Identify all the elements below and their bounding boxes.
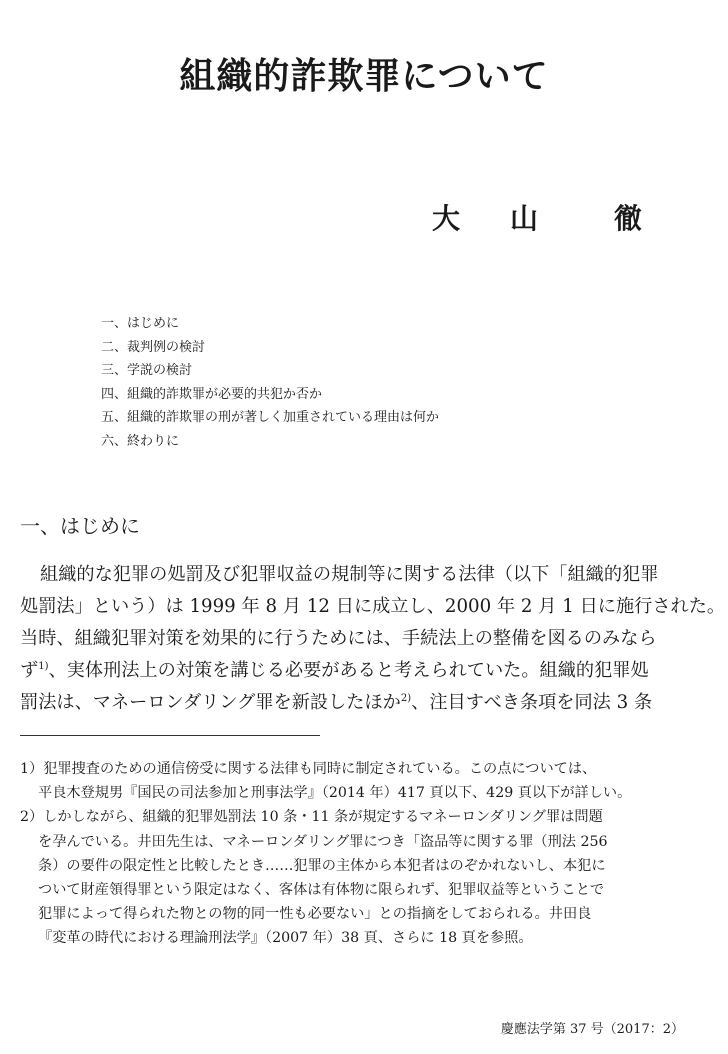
- toc-item: 六、終わりに: [101, 433, 180, 449]
- body-text-segment: 、注目すべき条項を同法 3 条: [411, 692, 653, 713]
- footnote-2-line: 犯罪によって得られた物との物的同一性も必要ない」との指摘をしておられる。井田良: [38, 906, 592, 923]
- footnote-2-line: を孕んでいる。井田先生は、マネーロンダリング罪につき「盗品等に関する罪（刑法 256: [38, 833, 608, 850]
- body-line: 組織的な犯罪の処罰及び犯罪収益の規制等に関する法律（以下「組織的犯罪: [40, 564, 659, 585]
- toc-item: 三、学説の検討: [101, 363, 193, 378]
- journal-footer: 慶應法学第 37 号（2017：2）: [500, 1022, 684, 1037]
- footnote-1-line: 平良木登規男『国民の司法参加と刑事法学』（2014 年）417 頁以下、429 頁以下が詳しい。: [38, 785, 632, 802]
- body-line: [20, 687, 710, 719]
- body-text-segment: 罰法は、マネーロンダリング罪を新設したほか: [20, 692, 401, 713]
- footnote-2-line: 2）しかしながら、組織的犯罪処罰法 10 条・11 条が規定するマネーロンダリング罪は問題: [20, 809, 603, 826]
- toc-item: 二、裁判例の検討: [101, 339, 206, 355]
- footnotes: [20, 757, 710, 951]
- toc-item: 一、はじめに: [101, 316, 180, 331]
- body-line: 当時、組織犯罪対策を効果的に行うためには、手続法上の整備を図るのみなら: [20, 628, 657, 649]
- footnote-2-line: 条）の要件の限定性と比較したとき……犯罪の主体から本犯者はのぞかれないし、本犯に: [38, 857, 606, 874]
- footnote-2-line: ついて財産領得罪という限定はなく、客体は有体物に限られず、犯罪収益等ということで: [38, 882, 605, 899]
- body-text-segment: 、実体刑法上の対策を講じる必要があると考えられていた。組織的犯罪処: [48, 660, 649, 681]
- footnote-ref-1: 1): [38, 661, 49, 672]
- body-line: [20, 655, 710, 687]
- footnote-divider: [20, 735, 320, 736]
- toc-item: 五、組織的詐欺罪の刑が著しく加重されている理由は何か: [101, 410, 440, 425]
- body-text-segment: ず: [20, 660, 39, 681]
- footnote-2-line: 『変革の時代における理論刑法学』（2007 年）38 頁、さらに 18 頁を参照。: [38, 930, 533, 947]
- body-text: [20, 559, 726, 719]
- author-name-char-1: 大: [432, 202, 461, 235]
- footnote-ref-2: 2): [400, 693, 412, 704]
- table-of-contents: [101, 312, 439, 453]
- author-name-char-2: 山: [510, 202, 539, 235]
- author-name-char-3: 徹: [614, 202, 643, 235]
- body-line: 処罰法」という）は 1999 年 8 月 12 日に成立し、2000 年 2 月 1 日に施行された。: [20, 596, 726, 617]
- toc-item: 四、組織的詐欺罪が必要的共犯か否か: [101, 386, 323, 402]
- page-title: 組織的詐欺罪について: [179, 55, 549, 97]
- footnote-1-line: 1）犯罪捜査のための通信傍受に関する法律も同時に制定されている。この点については、: [20, 761, 597, 777]
- section-heading: 一、はじめに: [20, 514, 140, 538]
